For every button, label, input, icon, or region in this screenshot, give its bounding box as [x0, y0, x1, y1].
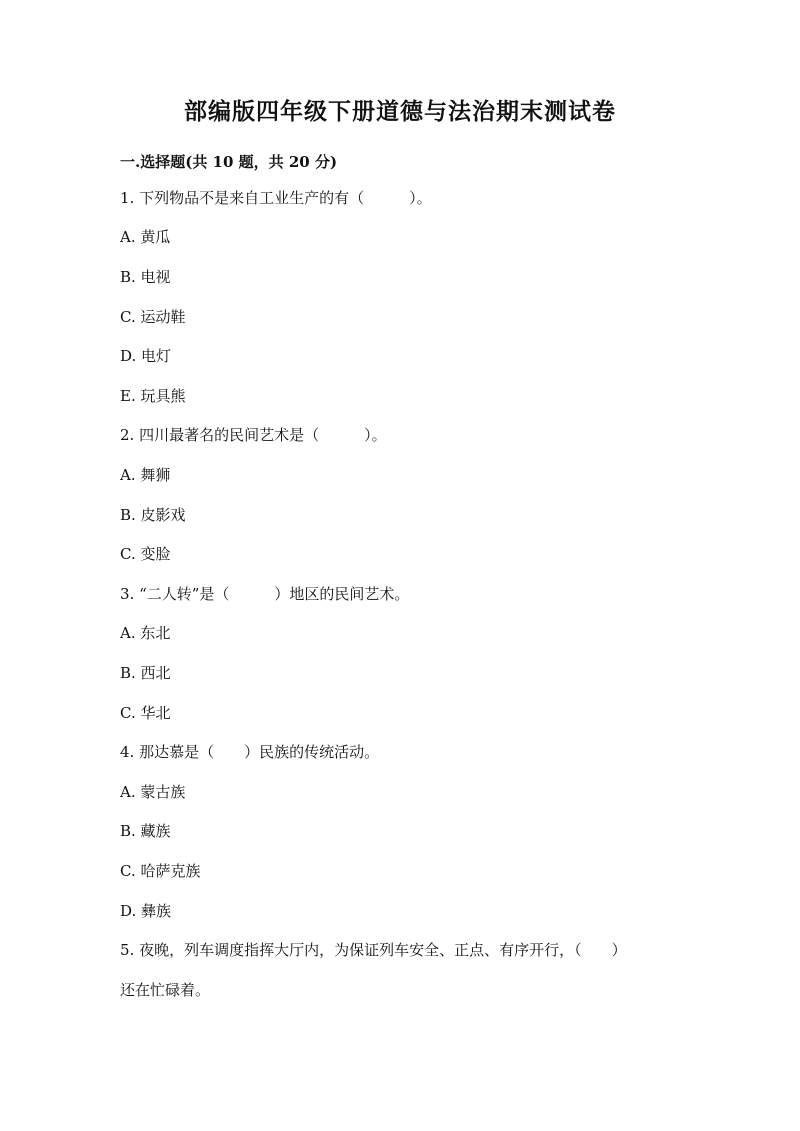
question-2: 2. 四川最著名的民间艺术是（ ）。	[120, 426, 387, 444]
question-1-option-d: D. 电灯	[120, 347, 172, 365]
page-title: 部编版四年级下册道德与法治期末测试卷	[184, 98, 616, 125]
question-3-option-c: C. 华北	[120, 704, 171, 722]
question-3-option-a: A. 东北	[120, 624, 171, 642]
question-2-option-a: A. 舞狮	[120, 466, 171, 484]
question-4-option-c: C. 哈萨克族	[120, 862, 201, 880]
question-5: 5. 夜晚，列车调度指挥大厅内，为保证列车安全、正点、有序开行，（ ）	[120, 941, 627, 959]
question-1: 1. 下列物品不是来自工业生产的有（ ）。	[120, 189, 432, 207]
question-1-option-a: A. 黄瓜	[120, 228, 171, 246]
question-2-option-b: B. 皮影戏	[120, 506, 186, 524]
question-4-option-a: A. 蒙古族	[120, 783, 186, 801]
question-2-option-c: C. 变脸	[120, 545, 171, 563]
section-heading: 一.选择题(共 10 题，共 20 分)	[120, 153, 338, 171]
question-4-option-b: B. 藏族	[120, 822, 171, 840]
question-3: 3. “二人转”是（ ）地区的民间艺术。	[120, 585, 410, 603]
question-5-continuation: 还在忙碌着。	[120, 981, 211, 999]
question-1-option-e: E. 玩具熊	[120, 387, 186, 405]
question-1-option-b: B. 电视	[120, 268, 171, 286]
question-3-option-b: B. 西北	[120, 664, 171, 682]
question-4-option-d: D. 彝族	[120, 902, 172, 920]
question-1-option-c: C. 运动鞋	[120, 308, 186, 326]
question-4: 4. 那达慕是（ ）民族的传统活动。	[120, 743, 380, 761]
